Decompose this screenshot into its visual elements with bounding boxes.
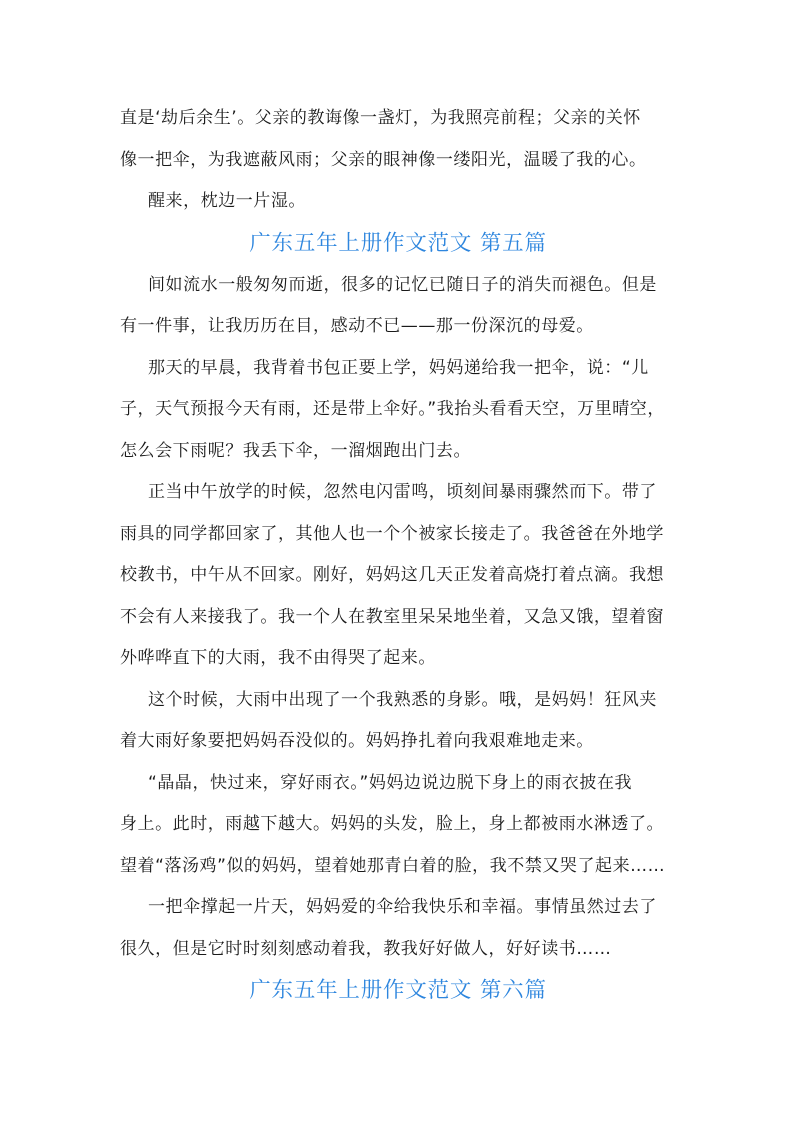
paragraph-line: 着大雨好象要把妈妈吞没似的。妈妈挣扎着向我艰难地走来。 xyxy=(120,731,594,751)
paragraph-line: 望着“落汤鸡”似的妈妈，望着她那青白着的脸，我不禁又哭了起来…… xyxy=(120,855,666,876)
paragraph-line: 这个时候，大雨中出现了一个我熟悉的身影。哦，是妈妈！狂风夹 xyxy=(148,689,657,710)
paragraph-line: 雨具的同学都回家了，其他人也一个个被家长接走了。我爸爸在外地学 xyxy=(120,523,665,544)
section-heading-5: 广东五年上册作文范文 第五篇 xyxy=(249,230,547,256)
paragraph-line: 很久，但是它时时刻刻感动着我，教我好好做人，好好读书…… xyxy=(120,938,612,959)
paragraph-line: 正当中午放学的时候，忽然电闪雷鸣，顷刻间暴雨骤然而下。带了 xyxy=(148,482,657,502)
paragraph-line: 间如流水一般匆匆而逝，很多的记忆已随日子的消失而褪色。但是 xyxy=(148,274,657,295)
paragraph-line: “晶晶，快过来，穿好雨衣。”妈妈边说边脱下身上的雨衣披在我 xyxy=(148,772,633,793)
paragraph-line: 子，天气预报今天有雨，还是带上伞好。”我抬头看看天空，万里晴空， xyxy=(120,399,665,419)
paragraph-line: 像一把伞，为我遮蔽风雨；父亲的眼神像一缕阳光，温暖了我的心。 xyxy=(120,149,647,170)
paragraph-line: 醒来，枕边一片湿。 xyxy=(148,191,306,211)
paragraph-line: 有一件事，让我历历在目，感动不已——那一份深沉的母爱。 xyxy=(120,316,594,336)
paragraph-line: 不会有人来接我了。我一个人在教室里呆呆地坐着，又急又饿，望着窗 xyxy=(120,606,665,627)
paragraph-line: 直是‘劫后余生’。父亲的教诲像一盏灯，为我照亮前程；父亲的关怀 xyxy=(120,108,641,128)
paragraph-line: 身上。此时，雨越下越大。妈妈的头发，脸上，身上都被雨水淋透了。 xyxy=(120,814,665,834)
paragraph-line: 一把伞撑起一片天，妈妈爱的伞给我快乐和幸福。事情虽然过去了 xyxy=(148,897,657,917)
paragraph-line: 外哗哗直下的大雨，我不由得哭了起来。 xyxy=(120,648,436,668)
paragraph-line: 校教书，中午从不回家。刚好，妈妈这几天正发着高烧打着点滴。我想 xyxy=(120,565,665,585)
document-page xyxy=(120,98,676,1012)
paragraph-line: 怎么会下雨呢？我丢下伞，一溜烟跑出门去。 xyxy=(120,440,471,461)
paragraph-line: 那天的早晨，我背着书包正要上学，妈妈递给我一把伞，说：“儿 xyxy=(148,357,649,378)
section-heading-6: 广东五年上册作文范文 第六篇 xyxy=(249,978,547,1003)
